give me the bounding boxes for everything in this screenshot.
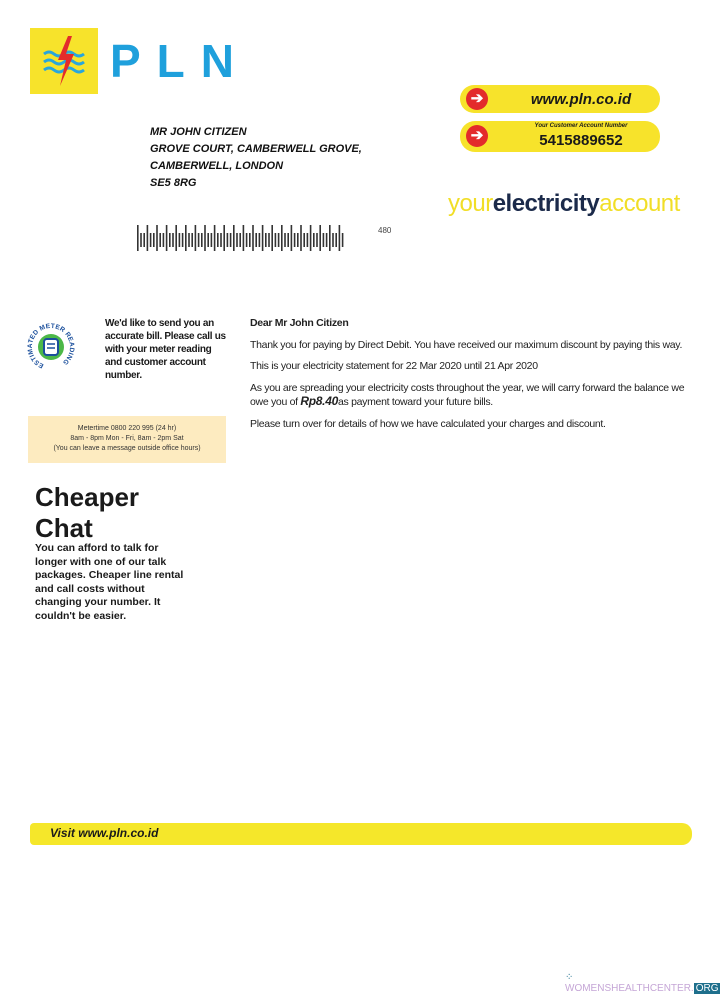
address-block (150, 124, 362, 192)
address-line: MR JOHN CITIZEN (150, 126, 247, 138)
barcode-bar (259, 233, 261, 247)
barcode-bar (297, 233, 299, 247)
barcode-bar (195, 225, 197, 251)
barcode-bar (323, 233, 325, 247)
footer-website-link[interactable]: Visit www.pln.co.id (50, 826, 159, 840)
letter-paragraph: Please turn over for details of how we have calculated your charges and discount. (250, 417, 606, 430)
barcode-bar (230, 233, 232, 247)
barcode-bar (201, 233, 203, 247)
meter-reading-message: We'd like to send you an accurate bill. Please call us with your meter reading and customer account number. (105, 318, 226, 381)
barcode-bar (326, 233, 328, 247)
barcode-bar (179, 233, 181, 247)
postal-barcode (137, 225, 345, 251)
barcode-bar (313, 233, 315, 247)
barcode-bar (310, 225, 312, 251)
pln-logo-icon (30, 28, 98, 94)
barcode-bar (262, 225, 264, 251)
barcode-bar (147, 225, 149, 251)
account-label: Your Customer Account Number (534, 123, 628, 129)
address-line: SE5 8RG (150, 177, 197, 189)
barcode-bar (294, 233, 296, 247)
barcode-bar (182, 233, 184, 247)
barcode-bar (191, 233, 193, 247)
account-number: 5415889652 (539, 132, 623, 149)
address-line: CAMBERWELL, LONDON (150, 160, 284, 172)
arrow-right-icon: ➔ (466, 125, 488, 147)
account-number-pill (460, 121, 660, 152)
watermark-text: WOMENSHEALTHCENTER. (565, 983, 694, 994)
footer-bar (30, 823, 692, 845)
barcode-bar (291, 225, 293, 251)
barcode-bar (169, 233, 171, 247)
promo-text: You can afford to talk for longer with one of our talk packages. Cheaper line rental and call costs without changing your number. It couldn't be easier. (35, 542, 184, 622)
promo-title-line: Cheaper (35, 482, 140, 512)
barcode-bar (217, 233, 219, 247)
barcode-bar (150, 233, 152, 247)
barcode-bar (329, 225, 331, 251)
logo-text: PLN (110, 35, 250, 87)
greeting: Dear Mr John Citizen (250, 317, 349, 329)
watermark (565, 972, 720, 994)
barcode-bar (211, 233, 213, 247)
barcode-bar (342, 233, 344, 247)
barcode-bar (220, 233, 222, 247)
promo-title-line: Chat (35, 513, 93, 543)
letter-body (250, 317, 690, 439)
barcode-bar (233, 225, 235, 251)
barcode-bar (198, 233, 200, 247)
barcode-bar (204, 225, 206, 251)
watermark-org: ORG (695, 983, 719, 994)
barcode-bar (287, 233, 289, 247)
barcode-bar (239, 233, 241, 247)
brand-electricity: electricity (492, 190, 600, 217)
barcode-bar (271, 225, 273, 251)
barcode-bar (339, 225, 341, 251)
brand-your: your (448, 190, 493, 217)
barcode-bar (246, 233, 248, 247)
barcode-bar (300, 225, 302, 251)
balance-amount: Rp8.40 (300, 394, 338, 408)
barcode-bar (265, 233, 267, 247)
barcode-bar (255, 233, 257, 247)
barcode-bar (188, 233, 190, 247)
dots-icon: ⁘ (565, 972, 574, 983)
barcode-bar (268, 233, 270, 247)
letter-paragraph (250, 382, 690, 410)
barcode-bar (316, 233, 318, 247)
metertime-box (28, 416, 226, 463)
barcode-bar (175, 225, 177, 251)
barcode-bar (163, 233, 165, 247)
barcode-bar (214, 225, 216, 251)
brand-account: account (599, 190, 680, 217)
barcode-bar (275, 233, 277, 247)
barcode-bar (153, 233, 155, 247)
barcode-bar (284, 233, 286, 247)
barcode-bar (143, 233, 145, 247)
metertime-note: (You can leave a message outside office hours) (53, 445, 201, 452)
balance-text: As you are spreading your electricity costs throughout the year, we will carry forward the balance we owe you of (250, 381, 685, 408)
barcode-bar (137, 225, 139, 251)
barcode-bar (332, 233, 334, 247)
barcode-bar (156, 225, 158, 251)
brand-tagline (448, 190, 680, 218)
barcode-bar (185, 225, 187, 251)
arrow-right-icon: ➔ (466, 88, 488, 110)
barcode-bar (159, 233, 161, 247)
letter-paragraph: Thank you for paying by Direct Debit. You have received our maximum discount by paying this way. (250, 338, 683, 351)
barcode-bar (281, 225, 283, 251)
address-line: GROVE COURT, CAMBERWELL GROVE, (150, 143, 362, 155)
barcode-bar (303, 233, 305, 247)
barcode-bar (166, 225, 168, 251)
barcode-bar (319, 225, 321, 251)
metertime-phone: Metertime 0800 220 995 (24 hr) (77, 425, 177, 432)
barcode-bar (307, 233, 309, 247)
promo-title (35, 482, 139, 544)
barcode-bar (252, 225, 254, 251)
barcode-bar (223, 225, 225, 251)
website-link[interactable]: www.pln.co.id (530, 91, 632, 108)
website-pill[interactable] (460, 85, 660, 113)
barcode-bar (207, 233, 209, 247)
barcode-bar (249, 233, 251, 247)
barcode-bar (278, 233, 280, 247)
statement-period: This is your electricity statement for 22 Mar 2020 until 21 Apr 2020 (250, 360, 538, 372)
estimated-meter-reading-badge-icon (26, 314, 76, 380)
barcode-bar (335, 233, 337, 247)
barcode-bar (227, 233, 229, 247)
barcode-bar (236, 233, 238, 247)
barcode-bar (172, 233, 174, 247)
badge-text: ESTIMATED METER READING (26, 322, 76, 370)
balance-text-end: as payment toward your future bills. (337, 396, 493, 408)
postal-code-number: 480 (378, 226, 392, 235)
barcode-bar (243, 225, 245, 251)
metertime-hours: 8am - 8pm Mon - Fri, 8am - 2pm Sat (70, 435, 184, 442)
barcode-bar (140, 233, 142, 247)
